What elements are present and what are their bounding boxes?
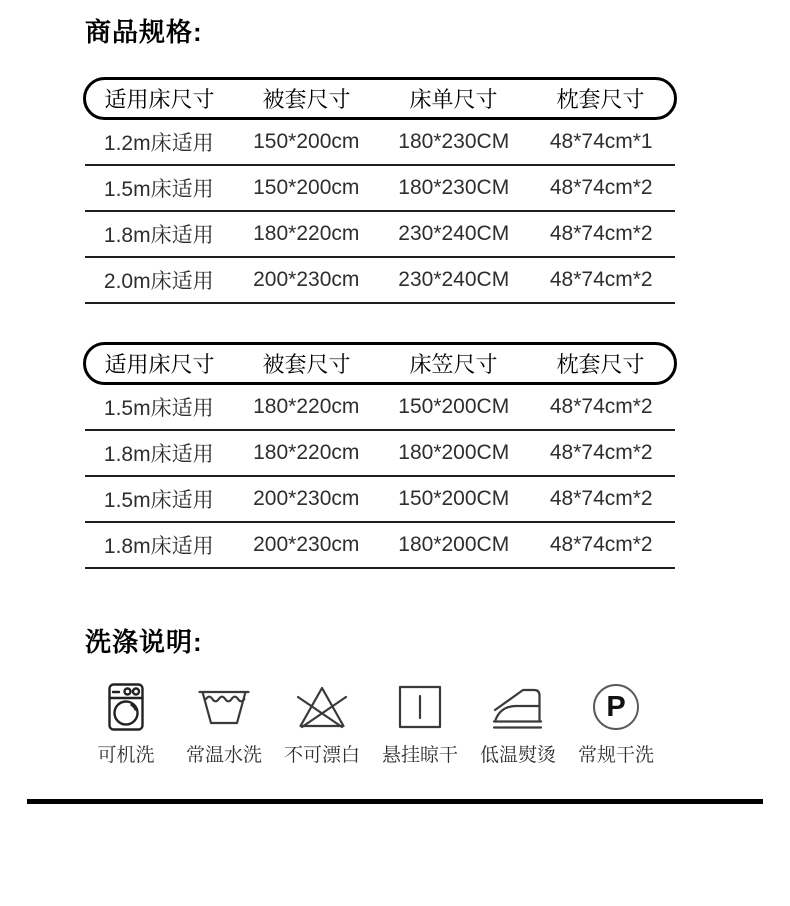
dry-clean-icon (593, 680, 639, 734)
washing-machine-icon (106, 680, 146, 734)
spec-cell: 150*200cm (253, 130, 360, 153)
spec-cell: 200*230cm (253, 533, 360, 556)
spec-cell: 48*74cm*1 (549, 130, 653, 153)
spec-cell: 48*74cm*2 (549, 222, 653, 245)
do-not-bleach-icon (296, 680, 348, 734)
spec-cell: 1.5m床适用 (103, 489, 214, 512)
care-item-dry-clean (578, 680, 654, 767)
spec-cell: 48*74cm*2 (549, 176, 653, 199)
table-header-row (83, 77, 677, 120)
column-header-flat-sheet: 床单尺寸 (409, 87, 498, 112)
table-row (85, 477, 675, 523)
spec-cell: 150*200cm (253, 176, 360, 199)
spec-table-flat-sheet (83, 77, 677, 304)
column-header-bed-size: 适用床尺寸 (104, 352, 215, 377)
spec-cell: 200*230cm (253, 268, 360, 291)
spec-cell: 48*74cm*2 (549, 487, 653, 510)
spec-cell: 180*220cm (253, 441, 360, 464)
spec-cell: 1.8m床适用 (103, 535, 214, 558)
spec-cell: 2.0m床适用 (103, 270, 214, 293)
spec-cell: 48*74cm*2 (549, 441, 653, 464)
spec-cell: 180*200CM (398, 533, 510, 556)
spec-section-title: 商品规格: (85, 17, 203, 47)
care-label: 常温水洗 (186, 745, 263, 766)
care-label: 低温熨烫 (480, 745, 557, 766)
spec-cell: 180*200CM (398, 441, 510, 464)
table-row (85, 212, 675, 258)
hang-dry-icon (398, 680, 442, 734)
care-label: 可机洗 (97, 745, 155, 766)
bottom-divider (27, 799, 763, 804)
column-header-bed-size: 适用床尺寸 (104, 87, 215, 112)
table-row (85, 385, 675, 431)
table-row (85, 431, 675, 477)
spec-cell: 180*220cm (253, 395, 360, 418)
table-row (85, 120, 675, 166)
spec-cell: 1.2m床适用 (103, 132, 214, 155)
iron-low-icon (490, 680, 546, 734)
spec-cell: 1.5m床适用 (103, 397, 214, 420)
spec-cell: 48*74cm*2 (549, 268, 653, 291)
spec-cell: 230*240CM (398, 268, 510, 291)
column-header-pillowcase: 枕套尺寸 (556, 87, 645, 112)
spec-table-fitted-sheet (83, 342, 677, 569)
spec-cell: 1.8m床适用 (103, 224, 214, 247)
care-label: 常规干洗 (578, 745, 655, 766)
care-instructions-row (88, 680, 654, 767)
care-label: 悬挂晾干 (382, 745, 459, 766)
spec-cell: 200*230cm (253, 487, 360, 510)
care-item-hang-dry (382, 680, 458, 767)
wash-section-title: 洗涤说明: (85, 627, 203, 657)
spec-cell: 230*240CM (398, 222, 510, 245)
care-label: 不可漂白 (284, 745, 361, 766)
spec-cell: 48*74cm*2 (549, 533, 653, 556)
table-row (85, 523, 675, 569)
spec-cell: 150*200CM (398, 395, 510, 418)
care-item-iron-low (480, 680, 556, 767)
care-item-machine-wash (88, 680, 164, 767)
washtub-icon (198, 680, 250, 734)
spec-cell: 150*200CM (398, 487, 510, 510)
spec-cell: 180*220cm (253, 222, 360, 245)
spec-cell: 180*230CM (398, 130, 510, 153)
column-header-duvet-cover: 被套尺寸 (262, 352, 351, 377)
care-item-normal-temp-wash (186, 680, 262, 767)
table-row (85, 258, 675, 304)
care-item-no-bleach (284, 680, 360, 767)
spec-cell: 1.8m床适用 (103, 443, 214, 466)
dry-clean-circle (593, 684, 639, 730)
spec-cell: 1.5m床适用 (103, 178, 214, 201)
spec-cell: 180*230CM (398, 176, 510, 199)
column-header-fitted-sheet: 床笠尺寸 (409, 352, 498, 377)
spec-cell: 48*74cm*2 (549, 395, 653, 418)
table-row (85, 166, 675, 212)
column-header-pillowcase: 枕套尺寸 (556, 352, 645, 377)
dry-clean-letter: P (606, 690, 626, 723)
column-header-duvet-cover: 被套尺寸 (262, 87, 351, 112)
table-header-row (83, 342, 677, 385)
